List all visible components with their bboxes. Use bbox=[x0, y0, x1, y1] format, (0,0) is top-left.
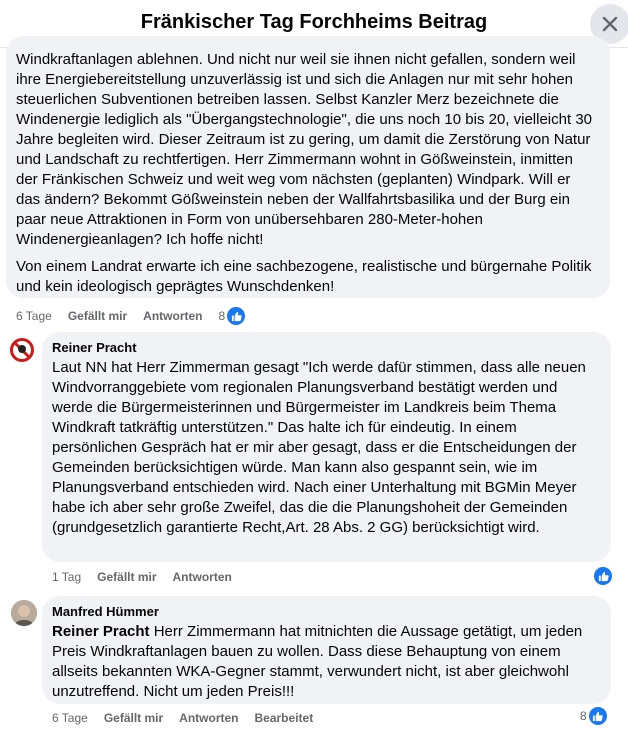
comment-paragraph: Windkraftanlagen ablehnen. Und nicht nur weil sie ihnen nicht gefallen, sondern weil ihre Energiebereitstellung unzuverlässig ist und sich die Anlagen nur mit sehr hohen steuerlichen Subventionen betreiben lassen. Selbst Kanzler Merz bezeichnete die Windenergie lediglich als "Übergangstechnologie", die uns noch 10 bis 20, vielleicht 30 Jahre begleiten wird. Dieser Zeitraum ist zu gering, um damit die Zerstörung von Natur und Landschaft zu rechtfertigen. Herr Zimmermann wohnt in Gößweinstein, inmitten der Fränkischen Schweiz und weit weg vom nächsten (geplanten) Windpark. Will er das ändern? Bekommt Gößweinstein neben der Wallfahrtsbasilika und der Burg ein paar neue Attraktionen in Form von unübersehbaren 280-Meter-hohen Windenergieanlagen? Ich hoffe nicht! bbox=[16, 51, 593, 248]
thumbs-up-icon[interactable] bbox=[594, 567, 612, 585]
close-icon bbox=[602, 16, 618, 32]
comment-time[interactable]: 6 Tage bbox=[52, 711, 88, 725]
comment-bubble bbox=[6, 36, 610, 298]
reaction-count[interactable] bbox=[219, 307, 262, 325]
comment-author[interactable]: Reiner Pracht bbox=[52, 340, 137, 355]
comment-actions bbox=[52, 710, 329, 726]
comment-actions bbox=[52, 569, 248, 585]
mention-link[interactable]: Reiner Pracht bbox=[52, 623, 150, 640]
thumbs-up-icon bbox=[589, 707, 607, 725]
edited-label[interactable]: Bearbeitet bbox=[254, 711, 314, 725]
avatar[interactable] bbox=[11, 600, 37, 626]
like-button[interactable]: Gefällt mir bbox=[97, 570, 157, 584]
comment-body: Herr Zimmermann hat mitnichten die Aussage getätigt, um jeden Preis Windkraftanlagen bauen zu wollen. Dass diese Behauptung von einem allseits bekannten WKA-Gegner stammt, verwundert nicht, ist aber gleichwohl unzutreffend. Nicht um jeden Preis!!! bbox=[52, 623, 583, 700]
comment-author[interactable]: Manfred Hümmer bbox=[52, 604, 159, 619]
like-count: 8 bbox=[218, 309, 226, 323]
dialog-title: Fränkischer Tag Forchheims Beitrag bbox=[140, 11, 488, 33]
comment-text: Laut NN hat Herr Zimmerman gesagt "Ich werde dafür stimmen, dass alle neuen Windvorranggebiete vom regionalen Planungsverband bestätigt werden und werde die Bürgermeisterinnen und Bürgermeister im Landkreis beim Thema Windkraft tatkräftig unterstützen." Das halte ich für eindeutig. In einem persönlichen Gespräch hat er mir aber gesagt, dass er die Entscheidungen der Gemeinden berücksichtigen würde. Man kann also gespannt sein, wie im Planungsverband entschieden wird. Nach einer Unterhaltung mit BGMin Meyer habe ich aber sehr große Zweifel, das die die Planungshoheit der Gemeinden (grundgesetzlich garantierte Recht,Art. 28 Abs. 2 GG) berücksichtigt wird. bbox=[52, 359, 586, 536]
no-entry-sign-icon bbox=[9, 337, 35, 363]
comment-paragraph: Von einem Landrat erwarte ich eine sachbezogene, realistische und bürgernahe Politik und kein ideologisch geprägtes Wunschdenken! bbox=[16, 258, 592, 295]
like-button[interactable]: Gefällt mir bbox=[103, 711, 164, 725]
profile-photo-icon bbox=[11, 600, 37, 626]
reply-button[interactable]: Antworten bbox=[172, 570, 232, 584]
reaction-count[interactable] bbox=[580, 707, 607, 725]
comment-time[interactable]: 6 Tage bbox=[16, 309, 52, 323]
comment-time[interactable]: 1 Tag bbox=[52, 570, 82, 584]
comment-text bbox=[16, 50, 598, 297]
like-count: 8 bbox=[580, 709, 587, 723]
like-button[interactable]: Gefällt mir bbox=[67, 309, 128, 323]
avatar[interactable] bbox=[9, 337, 35, 363]
comment-actions bbox=[16, 308, 261, 324]
comment-bubble bbox=[42, 596, 611, 704]
reply-button[interactable]: Antworten bbox=[179, 711, 239, 725]
comment-text bbox=[52, 622, 599, 702]
comment-bubble bbox=[42, 332, 611, 562]
thumbs-up-icon bbox=[227, 307, 245, 325]
reply-button[interactable]: Antworten bbox=[143, 309, 203, 323]
